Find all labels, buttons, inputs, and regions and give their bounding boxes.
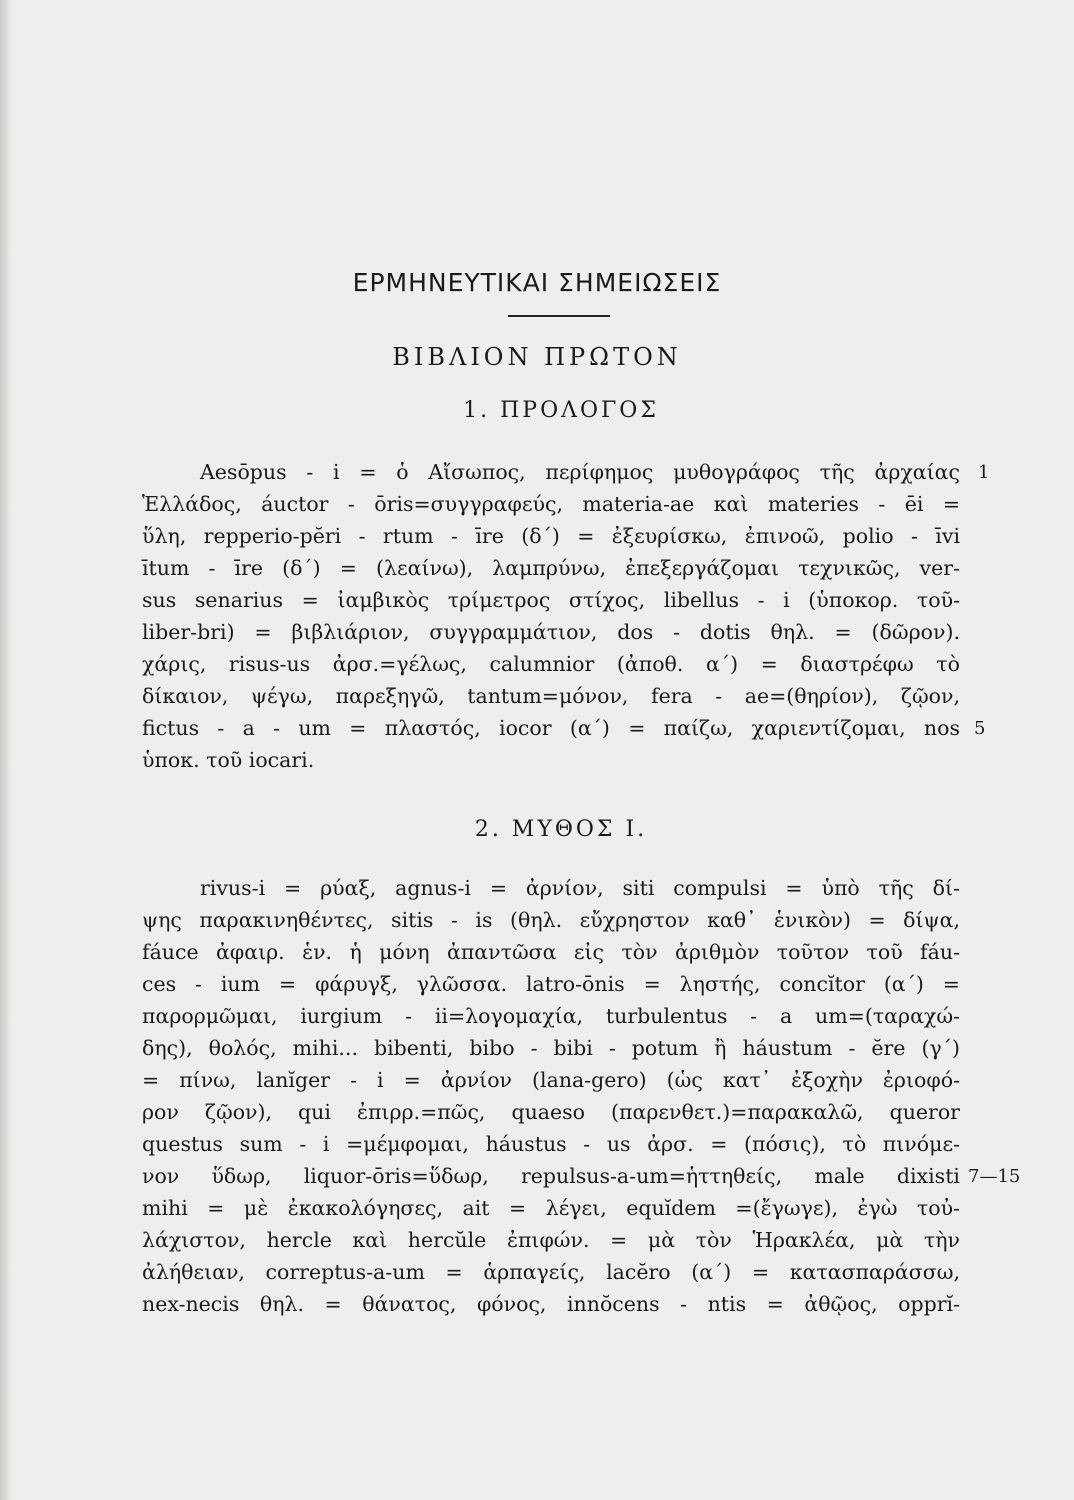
text-line: δίκαιον, ψέγω, παρεξηγῶ, tantum=μόνον, fera - ae=(θηρίον), ζῷον, bbox=[142, 684, 960, 708]
book-heading: ΒΙΒΛΙΟΝ ΠΡΩΤΟΝ bbox=[392, 343, 682, 371]
text-line: ītum - īre (δ΄) = (λεαίνω), λαμπρύνω, ἐπεξεργάζομαι τεχνικῶς, ver- bbox=[142, 556, 960, 580]
text-line: ἀλήθειαν, correptus-a-um = ἁρπαγείς, lacĕro (α΄) = κατασπαράσσω, bbox=[142, 1260, 960, 1284]
text-line: χάρις, risus-us ἀρσ.=γέλως, calumnior (ἀποθ. α΄) = διαστρέφω τὸ bbox=[142, 652, 960, 676]
title-divider bbox=[508, 315, 610, 317]
text-line: νον ὕδωρ, liquor-ōris=ὕδωρ, repulsus-a-um=ἡττηθείς, male dixisti bbox=[142, 1164, 960, 1188]
text-line: fáuce ἀφαιρ. ἑν. ἡ μόνη ἀπαντῶσα εἰς τὸν ἀριθμὸν τοῦτον τοῦ fáu- bbox=[142, 940, 960, 964]
text-line: λάχιστον, hercle καὶ hercŭle ἐπιφών. = μὰ τὸν Ἡρακλέα, μὰ τὴν bbox=[142, 1228, 960, 1252]
fable-paragraph bbox=[142, 872, 960, 1320]
page-title: ΕΡΜΗΝΕΥΤΙΚΑΙ ΣΗΜΕΙΩΣΕΙΣ bbox=[352, 268, 722, 297]
text-line: = πίνω, lanĭger - i = ἀρνίον (lana-gero) (ὡς κατ᾽ ἐξοχὴν ἐριοφό- bbox=[142, 1068, 960, 1092]
page-edge-shadow bbox=[0, 0, 12, 1500]
text-line: παρορμῶμαι, iurgium - ii=λογομαχία, turbulentus - a um=(ταραχώ- bbox=[142, 1004, 960, 1028]
section-heading-fable-1: 2. ΜΥΘΟΣ Ι. bbox=[474, 817, 648, 842]
line-number: 5 bbox=[974, 718, 986, 739]
text-line: sus senarius = ἰαμβικὸς τρίμετρος στίχος, libellus - i (ὑποκορ. τοῦ- bbox=[142, 588, 960, 612]
text-line: ψης παρακινηθέντες, sitis - is (θηλ. εὔχρηστον καθ᾽ ἑνικὸν) = δίψα, bbox=[142, 908, 960, 932]
text-line: ρον ζῷον), qui ἐπιρρ.=πῶς, quaeso (παρενθετ.)=παρακαλῶ, queror bbox=[142, 1100, 960, 1124]
prologue-paragraph bbox=[142, 456, 960, 776]
text-line: ὕλη, repperio-pĕri - rtum - īre (δ΄) = ἐξευρίσκω, ἐπινοῶ, polio - īvi bbox=[142, 524, 960, 548]
text-line: δης), θολός, mihi... bibenti, bibo - bibi - potum ἢ háustum - ĕre (γ΄) bbox=[142, 1036, 960, 1060]
line-number: 1 bbox=[978, 462, 990, 483]
text-line: nex-necis θηλ. = θάνατος, φόνος, innŏcens - ntis = ἀθῷος, opprĭ- bbox=[142, 1292, 960, 1316]
text-line: ces - ium = φάρυγξ, γλῶσσα. latro-ōnis = ληστής, concĭtor (α΄) = bbox=[142, 972, 960, 996]
text-line: questus sum - i =μέμφομαι, háustus - us ἀρσ. = (πόσις), τὸ πινόμε- bbox=[142, 1132, 960, 1156]
text-line: liber-bri) = βιβλιάριον, συγγραμμάτιον, dos - dotis θηλ. = (δῶρον). bbox=[142, 620, 960, 644]
text-line: rivus-i = ρύαξ, agnus-i = ἀρνίον, siti compulsi = ὑπὸ τῆς δί- bbox=[200, 876, 960, 900]
text-line: ὑποκ. τοῦ iocari. bbox=[142, 748, 315, 772]
text-line: fictus - a - um = πλαστός, iocor (α΄) = παίζω, χαριεντίζομαι, nos bbox=[142, 716, 960, 740]
text-line: mihi = μὲ ἐκακολόγησες, ait = λέγει, equĭdem =(ἔγωγε), ἐγὼ τοὐ- bbox=[142, 1196, 960, 1220]
text-line: Ἑλλάδος, áuctor - ōris=συγγραφεύς, materia-ae καὶ materies - ēi = bbox=[142, 492, 960, 516]
line-number: 7—15 bbox=[968, 1166, 1021, 1187]
text-line: Aesōpus - i = ὁ Αἴσωπος, περίφημος μυθογράφος τῆς ἀρχαίας bbox=[200, 460, 960, 484]
section-heading-prologue: 1. ΠΡΟΛΟΓΟΣ bbox=[463, 398, 659, 423]
